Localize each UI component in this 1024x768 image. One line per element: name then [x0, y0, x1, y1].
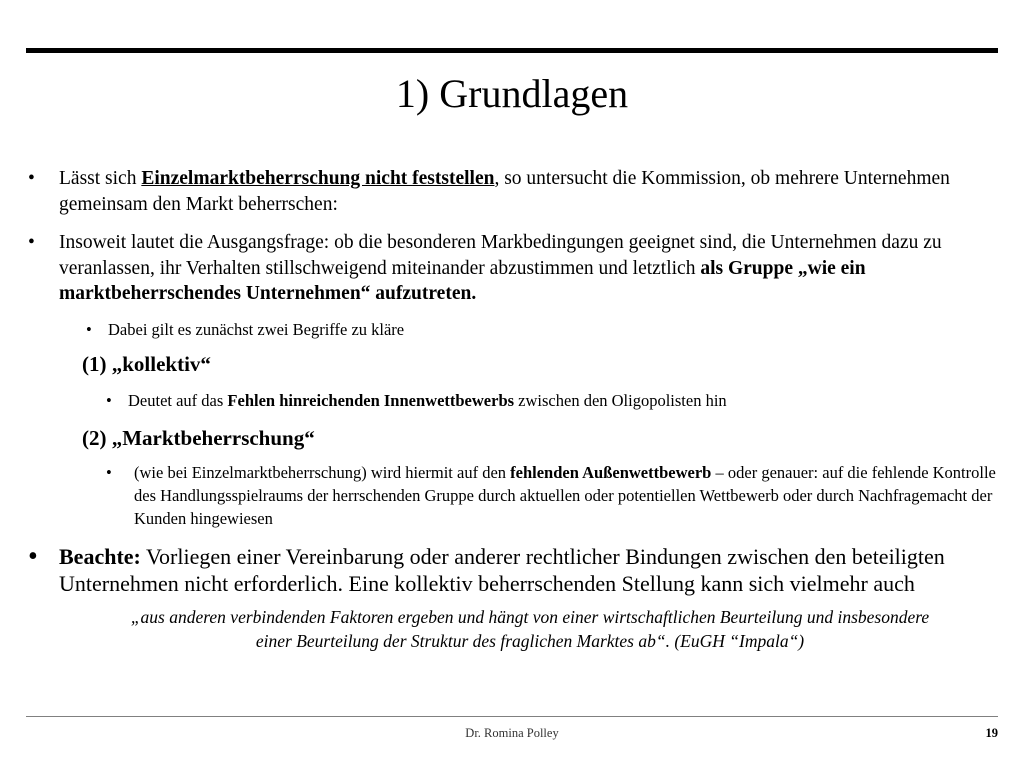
bullet-einzelmarkt [28, 166, 994, 217]
bullet2-pre: Insoweit lautet die Ausgangsfrage: ob die besonderen Markbedingungen geeignet sind, die Unternehmen dazu zu veranlassen, ihr Verhalten stillschweigend miteinander abzustimmen und letztlich [59, 232, 942, 279]
kollektiv-bold: Fehlen hinreichenden Innenwettbewerbs [227, 391, 515, 410]
slide-title: 1) Grundlagen [395, 71, 629, 116]
beachte-bold: Beachte: [59, 544, 141, 569]
markt-bold: fehlenden Außenwettbewerb [510, 463, 712, 482]
bullet2-bold: als Gruppe „wie ein marktbeherrschendes Unternehmen“ aufzutreten. [59, 257, 866, 304]
markt-pre: (wie bei Einzelmarktbeherrschung) wird hiermit auf den [134, 463, 511, 482]
bullet-ausgangsfrage [28, 230, 959, 307]
bullet-dot: • [28, 232, 35, 253]
bullet-dot: • [106, 463, 112, 482]
quote-line-2: einer Beurteilung der Struktur des fraglichen Marktes ab“. (EuGH “Impala“) [255, 631, 805, 651]
impala-quote [60, 605, 1000, 653]
footer-author: Dr. Romina Polley [465, 726, 559, 740]
sub1-text: Dabei gilt es zunächst zwei Begriffe zu kläre [108, 320, 405, 339]
markt-post: – oder genauer: auf die fehlende Kontrolle des Handlungsspielraums der herrschenden Gruppe durch aktuellen oder potentiellen Wettbewerb oder durch Nachfragemacht der Kunden hingewiesen [134, 463, 996, 528]
quote-line-1: „aus anderen verbindenden Faktoren ergeben und hängt von einer wirtschaftlichen Beurteilung und insbesondere [130, 607, 930, 627]
bullet-dot: • [28, 541, 38, 572]
heading-marktbeherrschung: (2) „Marktbeherrschung“ [82, 426, 315, 450]
page-number: 19 [985, 726, 998, 740]
bullet1-post: , so untersucht die Kommission, ob mehrere Unternehmen gemeinsam den Markt beherrschen: [59, 168, 950, 215]
bullet-dot: • [106, 391, 112, 410]
bullet-beachte [28, 541, 999, 597]
bullet-dot: • [28, 168, 35, 189]
footer-rule [26, 716, 998, 717]
heading-kollektiv: (1) „kollektiv“ [82, 352, 211, 376]
sub-bullet-begriffe [86, 318, 988, 341]
kollektiv-post: zwischen den Oligopolisten hin [514, 391, 727, 410]
kollektiv-pre: Deutet auf das [128, 391, 228, 410]
sub-bullet-marktbeherrschung [106, 461, 996, 530]
sub-bullet-kollektiv [106, 389, 988, 412]
beachte-post: Vorliegen einer Vereinbarung oder anderer rechtlicher Bindungen zwischen den beteiligten Unternehmen nicht erforderlich. Eine kollektiv beherrschenden Stellung kann sich vielmehr auch [59, 544, 945, 596]
bullet1-pre: Lässt sich [59, 168, 142, 189]
bullet1-underlined: Einzelmarktbeherrschung nicht feststellen [141, 168, 495, 189]
bullet-dot: • [86, 320, 92, 339]
top-rule [26, 48, 998, 53]
